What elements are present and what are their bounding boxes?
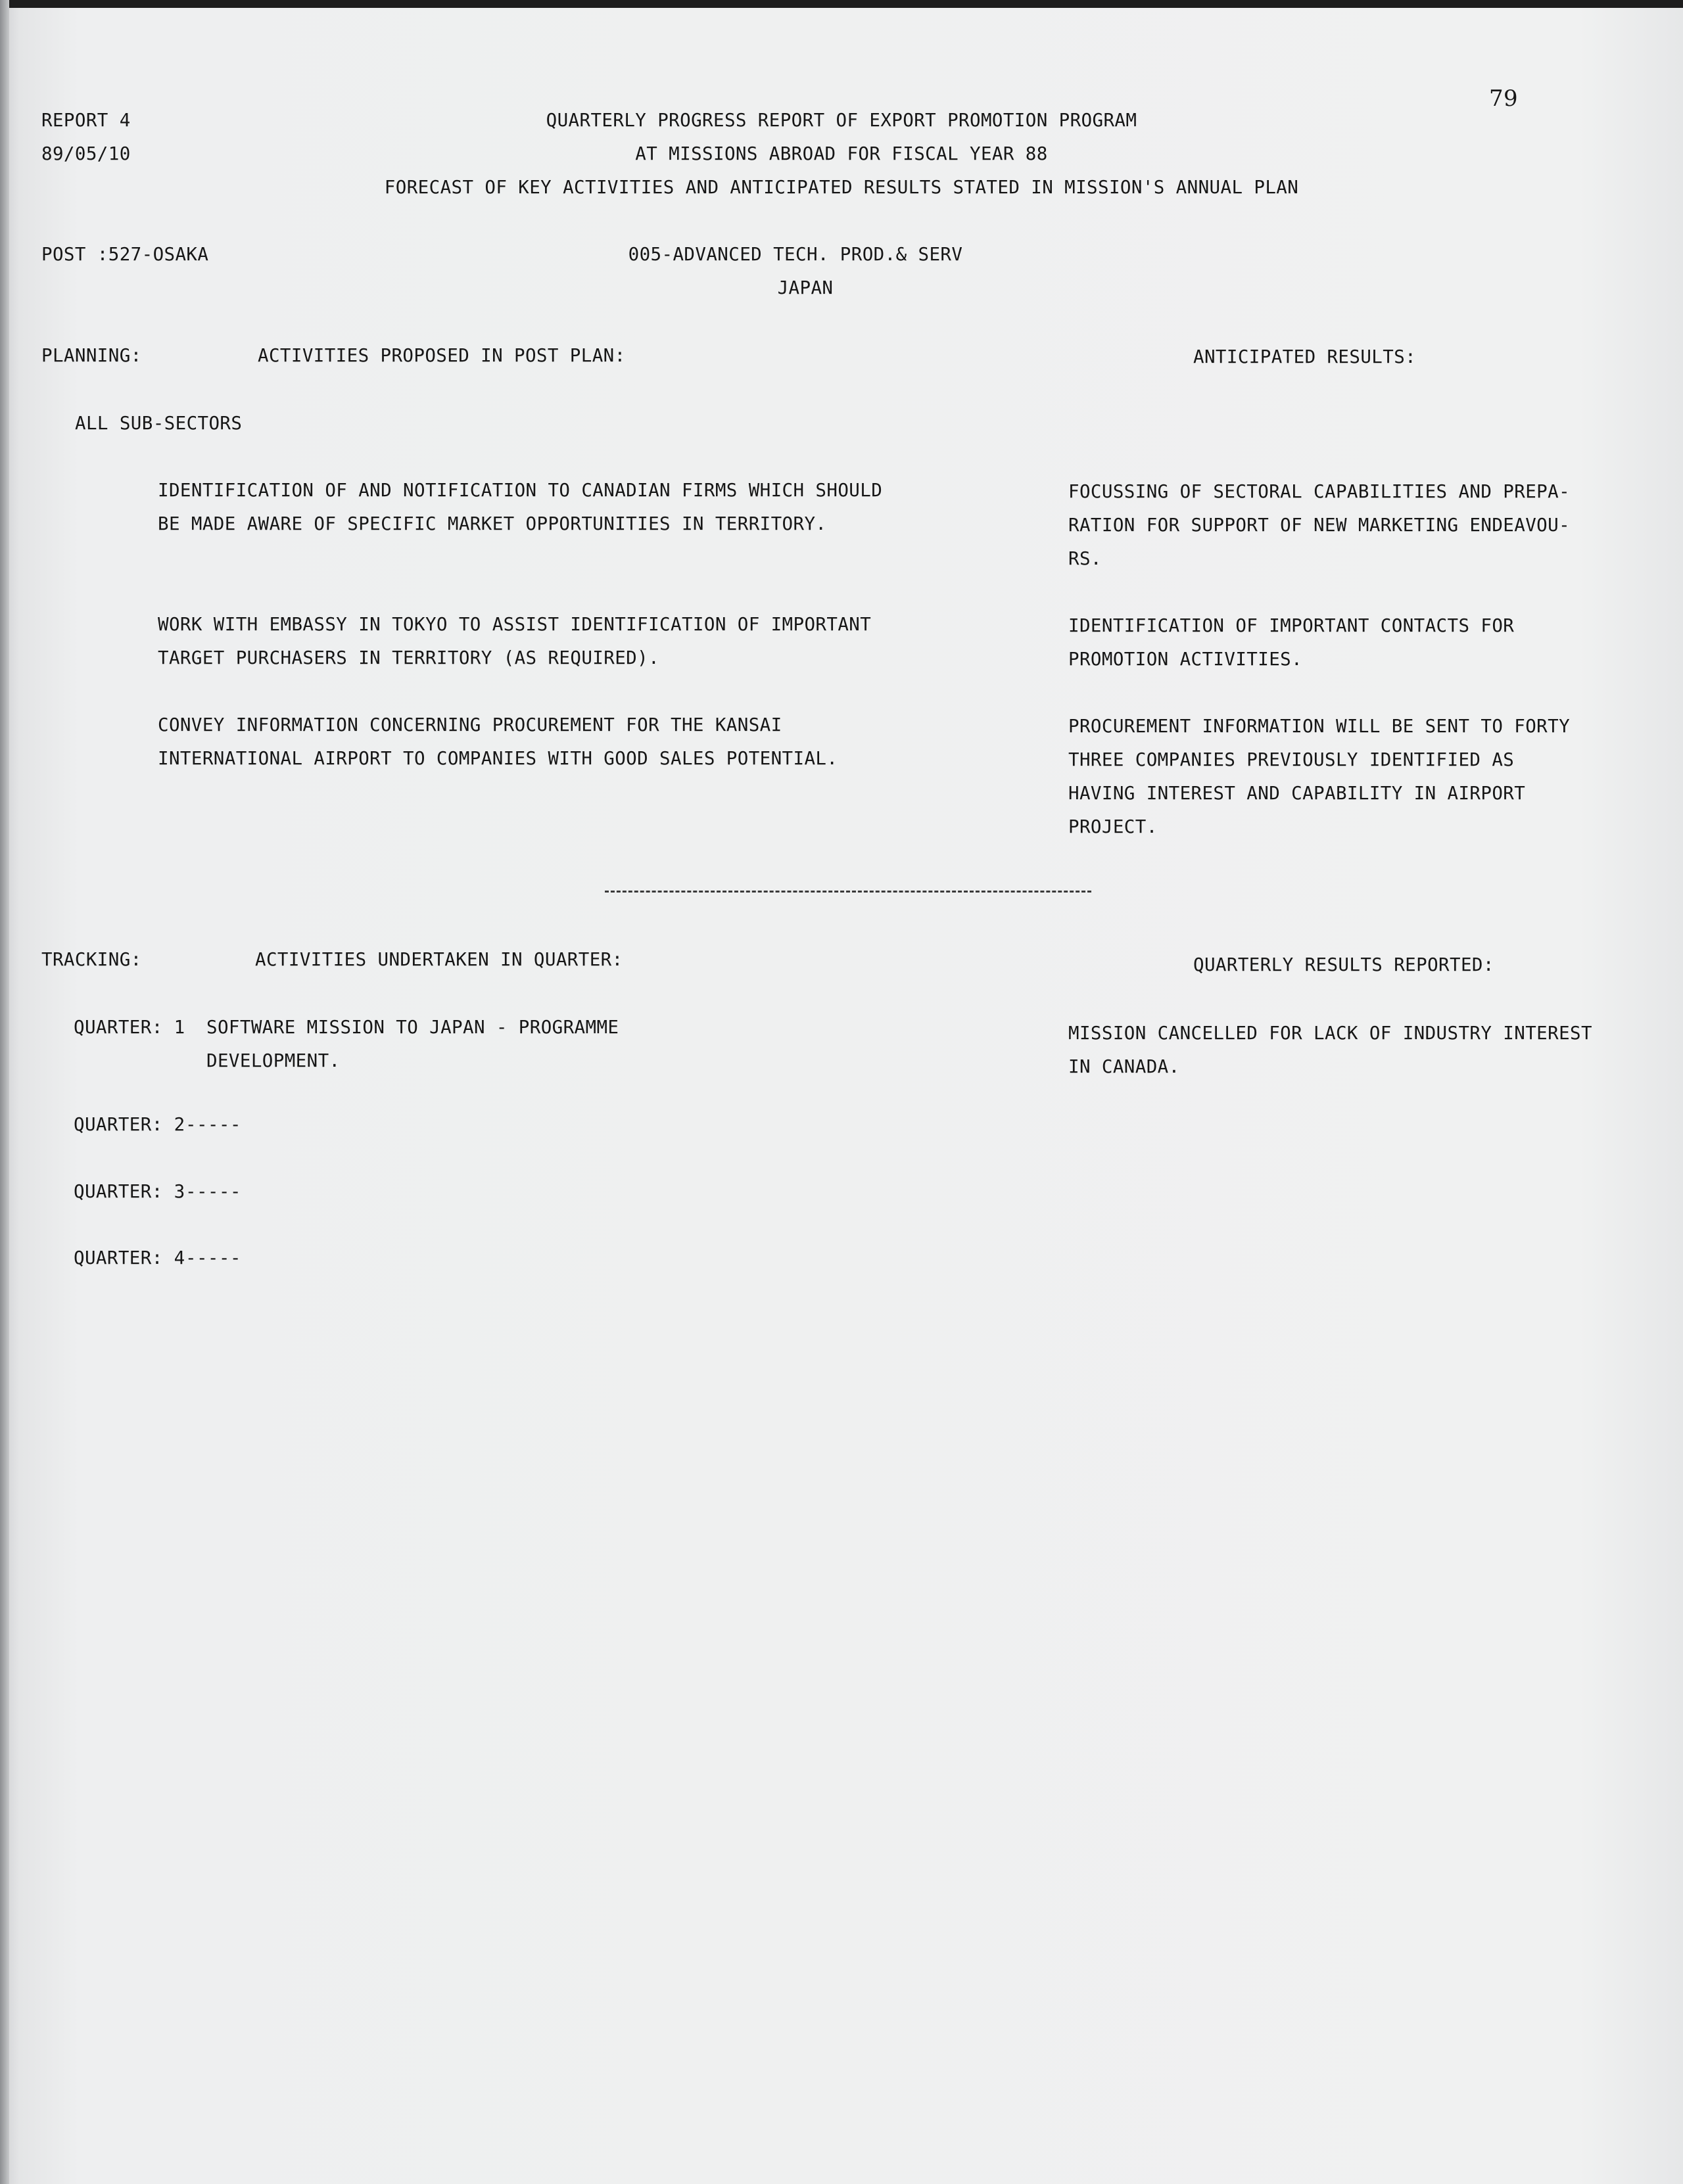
quarter-4-label: QUARTER: 4	[74, 1247, 185, 1268]
quarter-2-label: QUARTER: 2	[74, 1114, 185, 1135]
tracking-results-heading: QUARTERLY RESULTS REPORTED:	[1193, 954, 1494, 975]
planning-result-3-line2: THREE COMPANIES PREVIOUSLY IDENTIFIED AS	[1068, 749, 1515, 770]
quarter-1-activity-line1: SOFTWARE MISSION TO JAPAN - PROGRAMME	[206, 1017, 619, 1038]
scan-top-border	[0, 0, 1683, 8]
planning-activity-1-line1: IDENTIFICATION OF AND NOTIFICATION TO CANADIAN FIRMS WHICH SHOULD	[158, 480, 883, 501]
quarter-3-label: QUARTER: 3	[74, 1181, 185, 1202]
sector-label: 005-ADVANCED TECH. PROD.& SERV	[628, 244, 963, 265]
planning-result-3-line1: PROCUREMENT INFORMATION WILL BE SENT TO FORTY	[1068, 716, 1571, 737]
quarter-4-activity: -----	[185, 1247, 241, 1268]
post-label: POST :527-OSAKA	[41, 244, 209, 265]
page-number: 79	[1489, 85, 1519, 112]
planning-result-2-line1: IDENTIFICATION OF IMPORTANT CONTACTS FOR	[1068, 615, 1515, 636]
planning-label: PLANNING:	[41, 345, 142, 366]
report-title-line2: AT MISSIONS ABROAD FOR FISCAL YEAR 88	[635, 143, 1048, 164]
tracking-activities-heading: ACTIVITIES UNDERTAKEN IN QUARTER:	[255, 949, 623, 970]
planning-result-1-line2: RATION FOR SUPPORT OF NEW MARKETING ENDEAVOU-	[1068, 515, 1571, 536]
planning-activities-heading: ACTIVITIES PROPOSED IN POST PLAN:	[258, 345, 626, 366]
country-label: JAPAN	[777, 277, 834, 298]
planning-result-3-line3: HAVING INTEREST AND CAPABILITY IN AIRPORT	[1068, 783, 1526, 804]
planning-activity-1-line2: BE MADE AWARE OF SPECIFIC MARKET OPPORTUNITIES IN TERRITORY.	[158, 513, 827, 534]
planning-result-1-line3: RS.	[1068, 548, 1102, 569]
report-title-line1: QUARTERLY PROGRESS REPORT OF EXPORT PROMOTION PROGRAM	[546, 110, 1137, 131]
planning-activity-3-line2: INTERNATIONAL AIRPORT TO COMPANIES WITH GOOD SALES POTENTIAL.	[158, 748, 838, 769]
quarter-1-activity-line2: DEVELOPMENT.	[206, 1050, 341, 1071]
quarter-3-activity: -----	[185, 1181, 241, 1202]
planning-result-1-line1: FOCUSSING OF SECTORAL CAPABILITIES AND PREPA-	[1068, 481, 1571, 502]
planning-activity-2-line2: TARGET PURCHASERS IN TERRITORY (AS REQUIRED).	[158, 647, 660, 668]
section-divider	[605, 891, 1091, 893]
planning-result-3-line4: PROJECT.	[1068, 816, 1158, 837]
scan-left-edge	[0, 0, 9, 2184]
planning-activity-2-line1: WORK WITH EMBASSY IN TOKYO TO ASSIST IDENTIFICATION OF IMPORTANT	[158, 614, 872, 635]
planning-activity-3-line1: CONVEY INFORMATION CONCERNING PROCUREMENT FOR THE KANSAI	[158, 714, 782, 735]
planning-results-heading: ANTICIPATED RESULTS:	[1193, 346, 1417, 367]
planning-result-2-line2: PROMOTION ACTIVITIES.	[1068, 649, 1303, 670]
report-number: REPORT 4	[41, 110, 131, 131]
report-date: 89/05/10	[41, 143, 131, 164]
report-title-line3: FORECAST OF KEY ACTIVITIES AND ANTICIPATED RESULTS STATED IN MISSION'S ANNUAL PLAN	[384, 177, 1299, 198]
subsector-label: ALL SUB-SECTORS	[75, 413, 243, 434]
quarter-2-activity: -----	[185, 1114, 241, 1135]
quarter-1-result-line1: MISSION CANCELLED FOR LACK OF INDUSTRY INTEREST	[1068, 1023, 1592, 1044]
quarter-1-label: QUARTER: 1	[74, 1017, 185, 1038]
quarter-1-result-line2: IN CANADA.	[1068, 1056, 1180, 1077]
tracking-label: TRACKING:	[41, 949, 142, 970]
